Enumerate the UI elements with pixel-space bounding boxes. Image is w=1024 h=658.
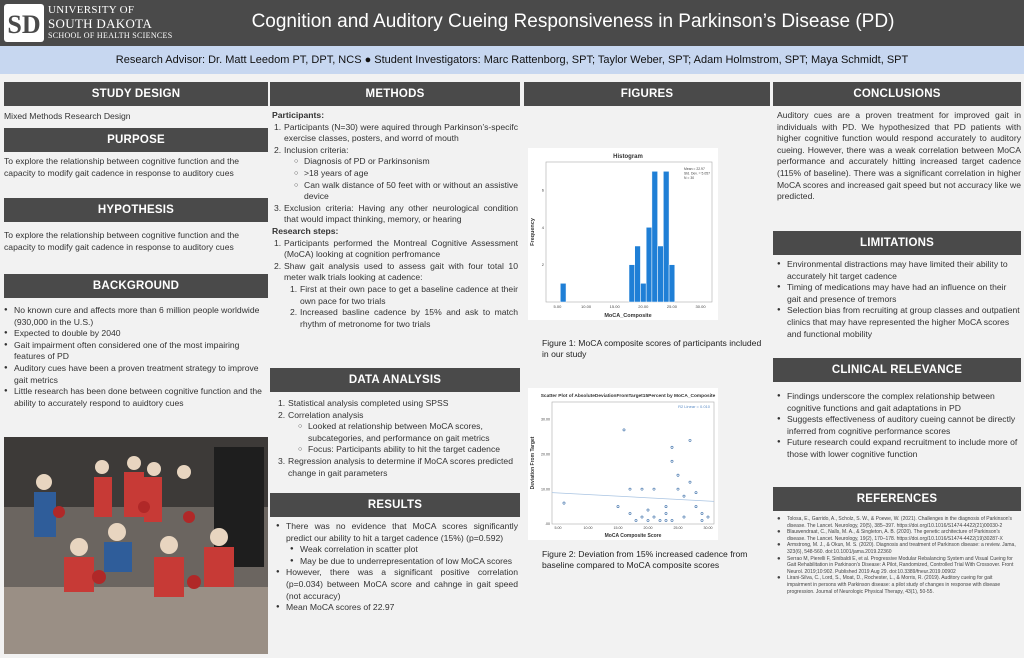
list-item: ● Blauwendraat, C., Nalls, M. A., & Singleton, A. B. (2020). The genetic architecture of Parkinson's disease. The Lancet. Neurology, 19(2), 170–178. https://doi.org/10.1016/S1474-4422(19)30287-X — [777, 529, 1017, 542]
figures-heading: FIGURES — [524, 82, 770, 106]
histogram-bar — [658, 246, 664, 302]
histogram-y-tick: 6 — [541, 187, 544, 193]
scatter-y-tick: 10.00 — [541, 487, 550, 492]
results-body — [276, 521, 518, 614]
scatter-x-tick: 20.00 — [643, 526, 653, 530]
poster-header — [0, 0, 1024, 46]
histogram-bar — [646, 227, 652, 302]
references-list — [777, 516, 1017, 595]
purpose-heading: PURPOSE — [4, 128, 268, 152]
data-analysis-heading: DATA ANALYSIS — [270, 368, 520, 392]
list-item: First at their own pace to get a baseline cadence at their own pace for two trials — [300, 283, 518, 306]
histogram-legend-entry: N = 30 — [684, 176, 695, 180]
clinical-list — [777, 391, 1021, 461]
list-item: ● No known cure and affects more than 6 million people worldwide (930,000 in the U.S.) — [4, 305, 266, 328]
scatter-chart — [528, 388, 718, 540]
list-item: Shaw gait analysis used to assess gait with four total 10 meter walk trials looking at cadence: First at their own pace to get a baseline cadence at their own pace for two trials Increased basline cadence by 15% and ask to match rhythm of metronome for two trials — [284, 260, 518, 329]
usd-logo-icon — [4, 4, 44, 42]
scatter-legend: R2 Linear = 0.010 — [678, 404, 710, 409]
list-item: ○ Can walk distance of 50 feet with or without an assistive device — [294, 180, 518, 203]
list-item: ● Weak correlation in scatter plot — [290, 544, 518, 556]
histogram-x-tick: 10.00 — [581, 304, 592, 309]
scatter-plot-area — [552, 402, 714, 524]
scatter-x-tick: 30.00 — [703, 526, 713, 530]
hypothesis-text: To explore the relationship between cognitive function and the capacity to modify gait cadence in response to auditory cues — [4, 230, 240, 252]
histogram-bar — [629, 265, 635, 302]
histogram-x-tick: 15.00 — [609, 304, 620, 309]
data-analysis-body — [276, 398, 518, 479]
list-item: ● Auditory cues have been a proven treatment strategy to improve gait metrics — [4, 363, 266, 386]
methods-heading: METHODS — [270, 82, 520, 106]
list-item: ● Expected to double by 2040 — [4, 328, 266, 340]
svg-text:SD: SD — [7, 10, 41, 39]
results-heading: RESULTS — [270, 493, 520, 517]
histogram-x-tick: 5.00 — [553, 304, 562, 309]
list-item: ● Suggests effectiveness of auditory cueing cannot be directly inferred from cognitive performance scores — [777, 414, 1021, 437]
histogram-xlabel: MoCA_Composite — [604, 313, 652, 319]
histogram-x-tick: 20.00 — [638, 304, 649, 309]
list-item: ● Selection bias from recruiting at group classes and outpatient clinics that may have represented the higher MoCA scores and functional mobility — [777, 305, 1021, 340]
histogram-bar — [669, 265, 675, 302]
limitations-heading: LIMITATIONS — [773, 231, 1021, 255]
list-item: Increased basline cadence by 15% and ask to match rhythm of metronome for two trials — [300, 307, 518, 329]
figure2-caption: Figure 2: Deviation from 15% increased cadence from baseline compared to MoCA composite scores — [542, 549, 748, 570]
histogram-bar — [640, 283, 646, 302]
histogram-bar — [663, 171, 669, 302]
list-item: Exclusion criteria: Having any other neurological condition that would impact thinking, memory, or hearing — [284, 202, 518, 225]
list-item: ● May be due to underrepresentation of low MoCA scores — [290, 556, 518, 568]
histogram-ylabel: Frequency — [530, 218, 536, 246]
purpose-text: To explore the relationship between cognitive function and the capacity to modify gait cadence in response to auditory cues — [4, 156, 240, 178]
list-item: ○ >18 years of age — [294, 168, 518, 180]
list-item: ○ Looked at relationship between MoCA scores, subcategories, and performance on gait metrics — [298, 421, 518, 444]
list-item: ● Lirani-Silva, C., Lord, S., Moat, D., Rochester, L., & Morris, R. (2019). Auditory cueing for gait impairment in persons with Parkinson disease: a pilot study of changes in response with disease progression. Journal of Neurologic Physical Therapy, 43(1), 50-55. — [777, 575, 1017, 595]
histogram-bar — [635, 246, 641, 302]
methods-body — [272, 110, 518, 330]
histogram-x-tick: 25.00 — [666, 304, 677, 309]
scatter-y-tick: .00 — [545, 522, 550, 527]
conclusions-text: Auditory cues are a proven treatment for improved gait in individuals with PD. We hypothesized that PD patients with higher cognitive function would respond accurately to auditory cueing. However, there was a weak correlation between MoCA performance and accurately hitting increased target cadence (115% of baseline). There was a significant correlation in higher MoCA scores and increased gait speed but not accuracy like we predicted. — [777, 110, 1021, 202]
group-photo-illustration — [4, 437, 268, 654]
steps-label: Research steps: — [272, 225, 339, 236]
histogram-bar — [652, 171, 658, 302]
conclusions-heading: CONCLUSIONS — [773, 82, 1021, 106]
list-item: ● Little research has been done between cognitive function and the ability to accurately respond to auidtory cues — [4, 386, 266, 409]
scatter-y-tick: 20.00 — [541, 452, 550, 457]
list-item: Correlation analysis ○ Looked at relationship between MoCA scores, subcategories, and performance on gait metrics ○ Focus: Participants ability to hit the target cadence — [276, 410, 518, 456]
background-heading: BACKGROUND — [4, 274, 268, 298]
list-item: ● Armstrong, M. J., & Okun, M. S. (2020). Diagnosis and treatment of Parkinson disease: a review. Jama, 323(6), 548-560. doi:10.1001/jama.2019.22360 — [777, 542, 1017, 555]
list-item: Participants performed the Montreal Cognitive Assessment (MoCA) looking at cognition perfromance — [284, 237, 518, 260]
clinical-relevance-heading: CLINICAL RELEVANCE — [773, 358, 1021, 382]
histogram-chart — [528, 148, 718, 320]
list-item: ● However, there was a significant positive correlation (p=0.034) between MoCA score and cahnge in gait speed (not accuracy) — [276, 567, 518, 602]
university-name: UNIVERSITY OF SOUTH DAKOTA SCHOOL OF HEALTH SCIENCES — [48, 4, 173, 40]
histogram-title: Histogram — [613, 154, 643, 160]
scatter-title: Scatter Plot of AbsoluteDeviationFromTarget15Percent by MoCA_Composite — [540, 394, 716, 399]
references-heading: REFERENCES — [773, 487, 1021, 511]
scatter-x-tick: 25.00 — [673, 526, 683, 530]
histogram-x-tick: 30.00 — [695, 304, 706, 309]
study-design-text: Mixed Methods Research Design — [4, 111, 131, 121]
histogram-legend-entry: Mean = 22.97 — [684, 167, 705, 171]
list-item: ● Findings underscore the complex relationship between cognitive functions and gait adaptations in PD — [777, 391, 1021, 414]
background-list — [4, 305, 266, 409]
list-item: ○ Diagnosis of PD or Parkinsonism — [294, 156, 518, 168]
limitations-list — [777, 259, 1021, 340]
figure1-caption: Figure 1: MoCA composite scores of participants included in our study — [542, 338, 762, 359]
histogram-legend-entry: Std. Dev. = 5.057 — [684, 171, 711, 176]
list-item: ● Environmental distractions may have limited their ability to accurately hit target cadence — [777, 259, 1021, 282]
scatter-x-tick: 5.00 — [554, 526, 562, 530]
list-item: ● Tolosa, E., Garrido, A., Scholz, S. W., & Poewe, W. (2021). Challenges in the diagnosis of Parkinson's disease. The Lancet. Neurology, 20(5), 385–397. https://doi.org/10.1016/S1474-4422(21)00030-2 — [777, 516, 1017, 529]
scatter-ylabel: Deviation From Target — [530, 436, 536, 490]
list-item: Inclusion criteria: ○ Diagnosis of PD or Parkinsonism ○ >18 years of age ○ Can walk distance of 50 feet with or without an assistive device — [272, 145, 518, 203]
histogram-y-tick: 4 — [541, 224, 544, 230]
scatter-xlabel: MoCA Composite Score — [604, 533, 662, 539]
list-item: ● Gait impairment often considered one of the most impairing features of PD — [4, 340, 266, 363]
histogram-y-tick: 2 — [541, 262, 544, 268]
list-item: ● Timing of medications may have had an influence on their gait and presence of tremors — [777, 282, 1021, 305]
scatter-x-tick: 10.00 — [583, 526, 593, 530]
list-item: ● Future research could expand recruitment to include more of those with lower cognitive function — [777, 437, 1021, 460]
histogram-bar — [560, 283, 566, 302]
hypothesis-heading: HYPOTHESIS — [4, 198, 268, 222]
participants-label: Participants: — [272, 110, 325, 120]
list-item: Statistical analysis completed using SPSS — [288, 398, 449, 408]
study-design-heading: STUDY DESIGN — [4, 82, 268, 106]
group-photo — [4, 437, 268, 654]
list-item: ● Mean MoCA scores of 22.97 — [276, 602, 518, 614]
scatter-y-tick: 30.00 — [541, 417, 550, 422]
list-item: Participants (N=30) were aquired through Parkinson’s-specifc exercise classes, posters, and worrd of mouth — [284, 121, 518, 144]
advisor-banner: Research Advisor: Dr. Matt Leedom PT, DPT, NCS ● Student Investigators: Marc Rattenborg, SPT; Taylor Weber, SPT; Adam Holmstrom, SPT; Maya Schmidt, SPT — [0, 46, 1024, 74]
list-item: ● There was no evidence that MoCA scores significantly predict our ability to hit a target cadence (15%) (p=0.592) ● Weak correlation in scatter plot ● May be due to underrepresentation of low MoCA scores — [276, 521, 518, 567]
scatter-x-tick: 15.00 — [613, 526, 623, 530]
list-item: ● Serrao M, Pierelli F, Sinibaldi E, et al. Progressive Modular Rebalancing System and Visual Cueing for Gait Rehabilitation in Parkinson's Disease: A Pilot, Randomized, Controlled Trial With Crossover. Front Neurol. 2019;10:902. Published 2019 Aug 29. doi:10.3389/fneur.2019.00902 — [777, 556, 1017, 576]
list-item: Regression analysis to determine if MoCA scores predicted change in gait parameters — [288, 455, 513, 478]
list-item: ○ Focus: Participants ability to hit the target cadence — [298, 444, 518, 456]
poster-title: Cognition and Auditory Cueing Responsiveness in Parkinson’s Disease (PD) — [251, 11, 895, 32]
